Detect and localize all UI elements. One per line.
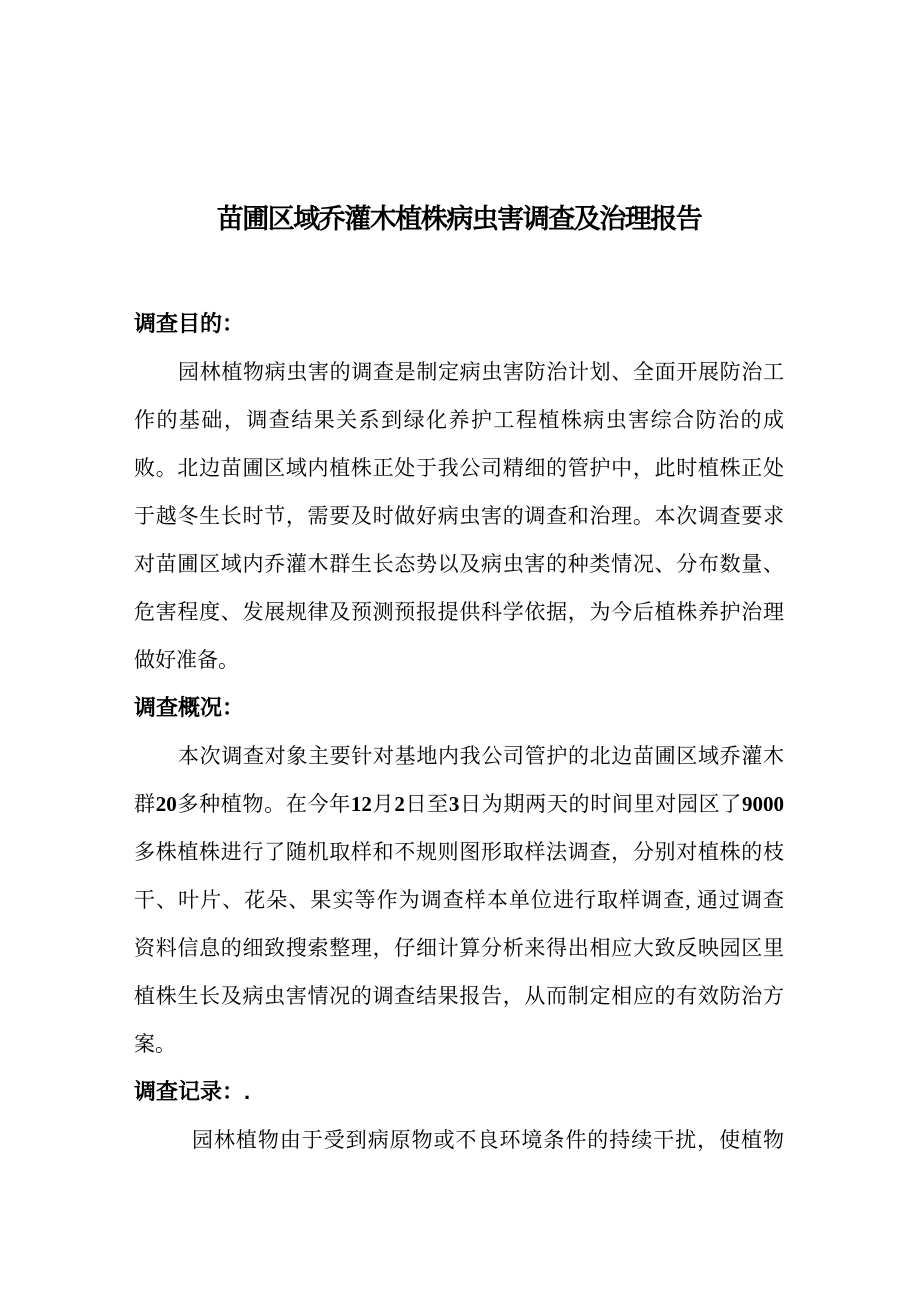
paragraph-line: 作的基础，调查结果关系到绿化养护工程植株病虫害综合防治的成 bbox=[134, 408, 784, 432]
text-segment: 日至 bbox=[404, 792, 449, 816]
paragraph-line: 案。 bbox=[134, 1032, 176, 1056]
paragraph-line: 本次调查对象主要针对基地内我公司管护的北边苗圃区域乔灌木 bbox=[178, 744, 784, 768]
section-heading-survey-overview: 调查概况： bbox=[134, 695, 245, 720]
paragraph-line: 园林植物病虫害的调查是制定病虫害防治计划、全面开展防治工 bbox=[178, 360, 784, 384]
text-segment: 群 bbox=[134, 792, 156, 816]
number-segment: 20 bbox=[155, 792, 177, 816]
number-segment: 9000 bbox=[742, 792, 785, 816]
paragraph-line: 危害程度、发展规律及预测预报提供科学依据，为今后植株养护治理 bbox=[134, 600, 784, 624]
text-segment: 多种植物。在今年 bbox=[176, 792, 351, 816]
paragraph-line: 多株植株进行了随机取样和不规则图形取样法调查，分别对植株的枝 bbox=[134, 840, 784, 864]
number-segment: 2 bbox=[394, 792, 405, 816]
document-title: 苗圃区域乔灌木植株病虫害调查及治理报告 bbox=[216, 204, 702, 234]
paragraph-line: 植株生长及病虫害情况的调查结果报告，从而制定相应的有效防治方 bbox=[134, 984, 784, 1008]
paragraph-line: 于越冬生长时节，需要及时做好病虫害的调查和治理。本次调查要求 bbox=[134, 504, 784, 528]
document-body bbox=[134, 300, 784, 1164]
number-segment: 12 bbox=[350, 792, 372, 816]
paragraph-line: 做好准备。 bbox=[134, 648, 239, 672]
section-heading-survey-records: 调查记录：. bbox=[134, 1079, 251, 1104]
section-heading-survey-purpose: 调查目的： bbox=[134, 311, 245, 336]
paragraph-line: 园林植物由于受到病原物或不良环境条件的持续干扰，使植物 bbox=[192, 1128, 784, 1152]
paragraph-line: 败。北边苗圃区域内植株正处于我公司精细的管护中，此时植株正处 bbox=[134, 456, 784, 480]
number-segment: 3 bbox=[448, 792, 460, 816]
text-segment: 月 bbox=[371, 792, 395, 816]
text-segment: 日为期两天的时间里对园区了 bbox=[459, 792, 743, 816]
paragraph-line: 资料信息的细致搜索整理，仔细计算分析来得出相应大致反映园区里 bbox=[134, 936, 784, 960]
paragraph-line: 干、叶片、花朵、果实等作为调查样本单位进行取样调查, 通过调查 bbox=[134, 888, 784, 912]
paragraph-line-with-numbers bbox=[134, 780, 784, 828]
paragraph-line: 对苗圃区域内乔灌木群生长态势以及病虫害的种类情况、分布数量、 bbox=[134, 552, 784, 576]
